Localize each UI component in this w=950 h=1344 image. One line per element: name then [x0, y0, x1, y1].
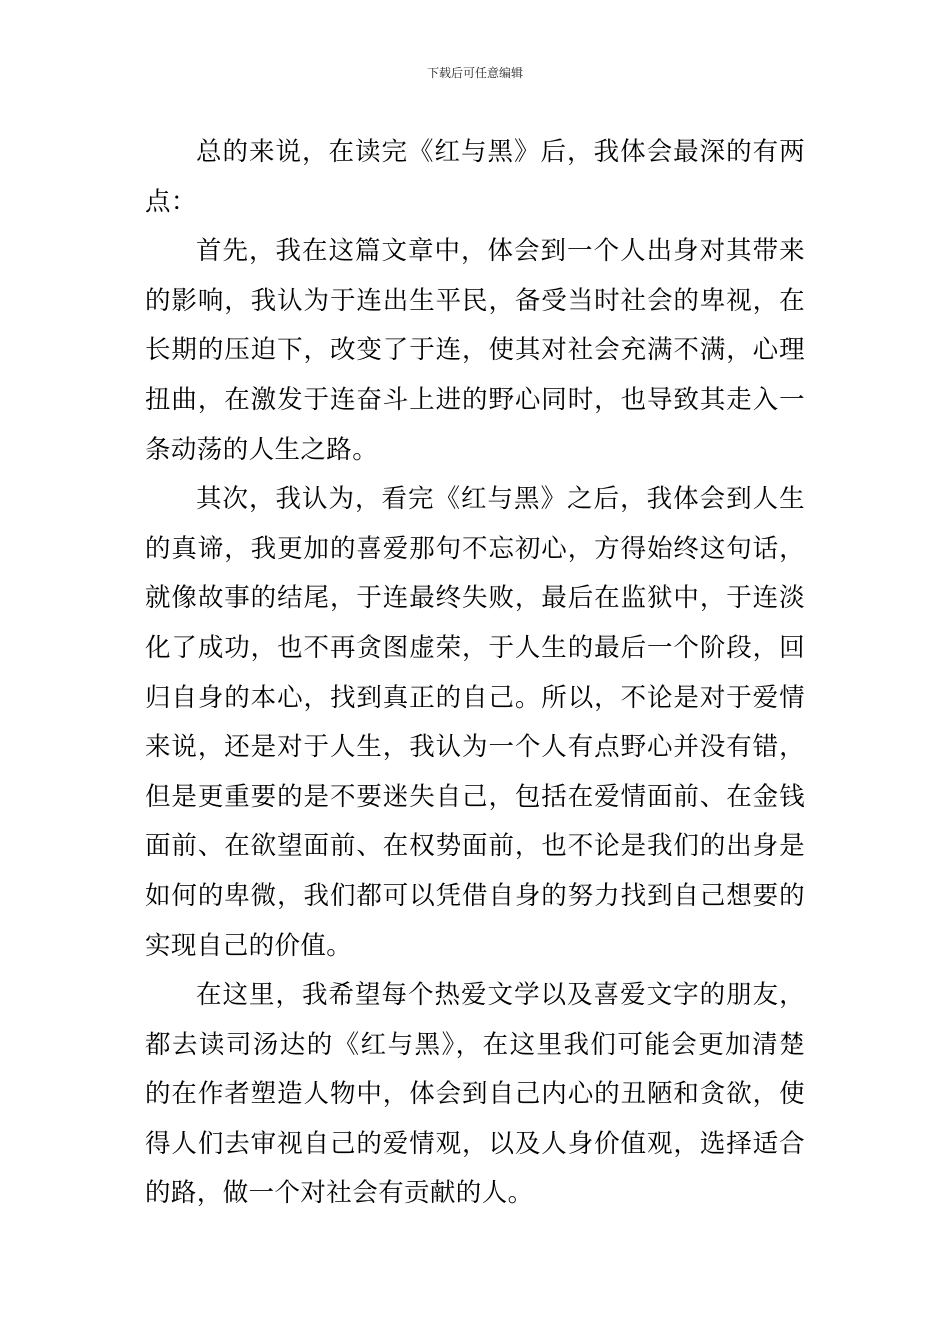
paragraph-3: 其次，我认为，看完《红与黑》之后，我体会到人生的真谛，我更加的喜爱那句不忘初心，方得始终这句话，就像故事的结尾，于连最终失败，最后在监狱中，于连淡化了成功，也不再贪图虚荣，于人生的最后一个阶段，回归自身的本心，找到真正的自己。所以，不论是对于爱情来说，还是对于人生，我认为一个人有点野心并没有错，但是更重要的是不要迷失自己，包括在爱情面前、在金钱面前、在欲望面前、在权势面前，也不论是我们的出身是如何的卑微，我们都可以凭借自身的努力找到自己想要的实现自己的价值。 [145, 484, 805, 961]
document-body [145, 128, 805, 1219]
page-header: 下载后可任意编辑 [426, 66, 523, 80]
paragraph-2: 首先，我在这篇文章中，体会到一个人出身对其带来的影响，我认为于连出生平民，备受当时社会的卑视，在长期的压迫下，改变了于连，使其对社会充满不满，心理扭曲，在激发于连奋斗上进的野心同时，也导致其走入一条动荡的人生之路。 [145, 236, 805, 465]
paragraph-4: 在这里，我希望每个热爱文学以及喜爱文字的朋友，都去读司汤达的《红与黑》，在这里我们可能会更加清楚的在作者塑造人物中，体会到自己内心的丑陋和贪欲，使得人们去审视自己的爱情观，以及人身价值观，选择适合的路，做一个对社会有贡献的人。 [145, 980, 805, 1209]
paragraph-1: 总的来说，在读完《红与黑》后，我体会最深的有两点： [145, 137, 805, 217]
